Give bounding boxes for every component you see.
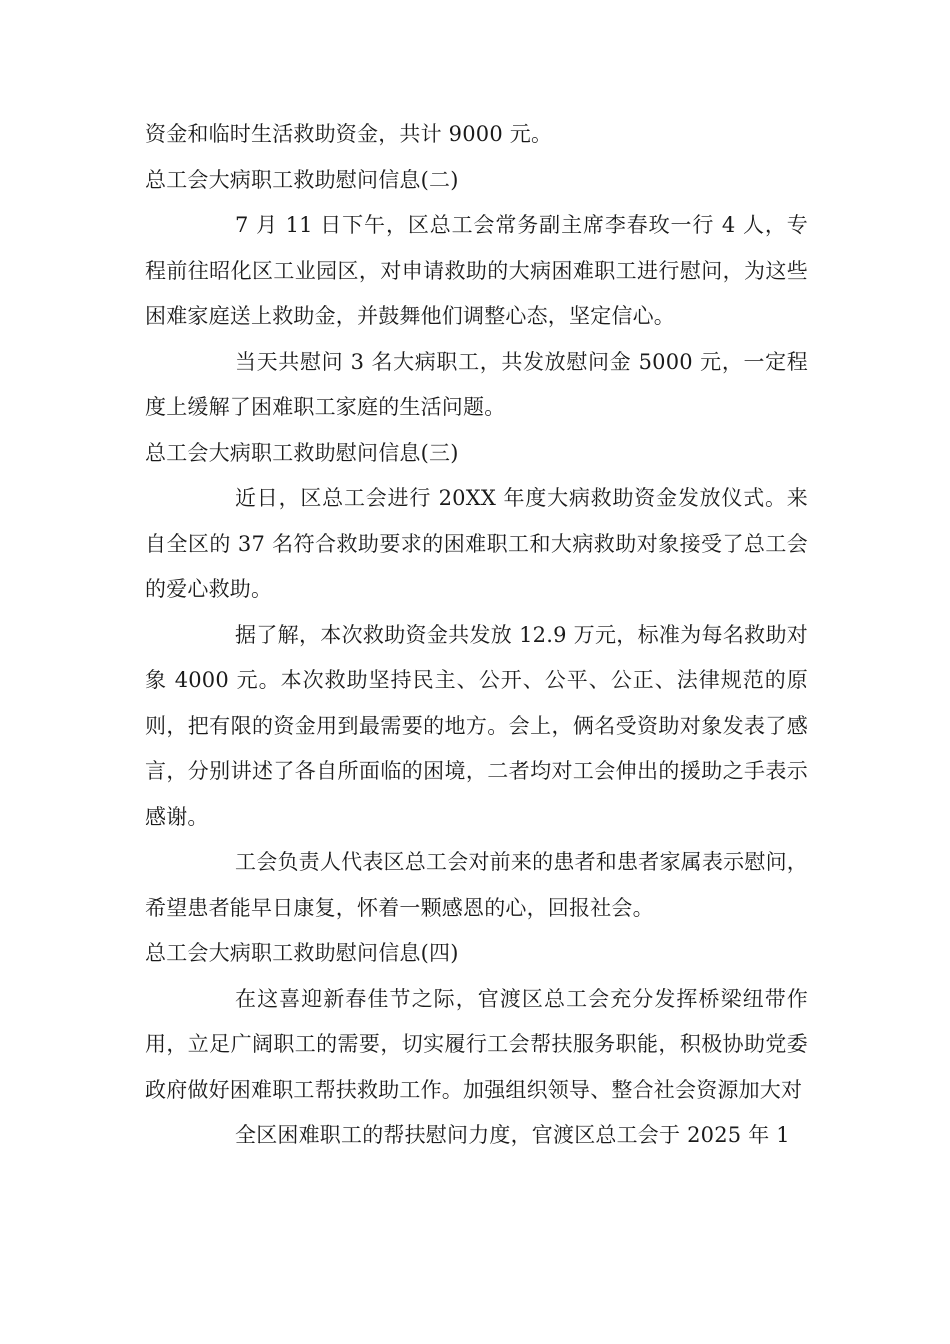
paragraph: 全区困难职工的帮扶慰问力度，官渡区总工会于 2025 年 1 xyxy=(235,1123,790,1147)
section-heading-2: 总工会大病职工救助慰问信息(二) xyxy=(145,167,459,192)
paragraph: 7 月 11 日下午，区总工会常务副主席李春玫一行 4 人，专程前往昭化区工业园区，对申请救助的大病困难职工进行慰问，为这些困难家庭送上救助金，并鼓舞他们调整心态，坚定信心。 xyxy=(145,213,808,328)
paragraph: 当天共慰问 3 名大病职工，共发放慰问金 5000 元，一定程度上缓解了困难职工家庭的生活问题。 xyxy=(145,349,808,419)
paragraph: 据了解，本次救助资金共发放 12.9 万元，标准为每名救助对象 4000 元。本次救助坚持民主、公开、公平、公正、法律规范的原则，把有限的资金用到最需要的地方。会上，俩名受资助对象发表了感言，分别讲述了各自所面临的困境，二者均对工会伸出的援助之手表示感谢。 xyxy=(145,622,808,829)
section-heading-3: 总工会大病职工救助慰问信息(三) xyxy=(145,440,459,465)
paragraph: 在这喜迎新春佳节之际，官渡区总工会充分发挥桥梁纽带作用，立足广阔职工的需要，切实履行工会帮扶服务职能，积极协助党委政府做好困难职工帮扶救助工作。加强组织领导、整合社会资源加大对 xyxy=(145,986,808,1102)
section-heading-4: 总工会大病职工救助慰问信息(四) xyxy=(145,941,459,965)
document-body xyxy=(145,112,808,1159)
paragraph: 工会负责人代表区总工会对前来的患者和患者家属表示慰问，希望患者能早日康复，怀着一颗感恩的心，回报社会。 xyxy=(145,850,808,920)
paragraph: 近日，区总工会进行 20XX 年度大病救助资金发放仪式。来自全区的 37 名符合救助要求的困难职工和大病救助对象接受了总工会的爱心救助。 xyxy=(145,486,808,601)
paragraph-continuation: 资金和临时生活救助资金，共计 9000 元。 xyxy=(145,122,553,146)
